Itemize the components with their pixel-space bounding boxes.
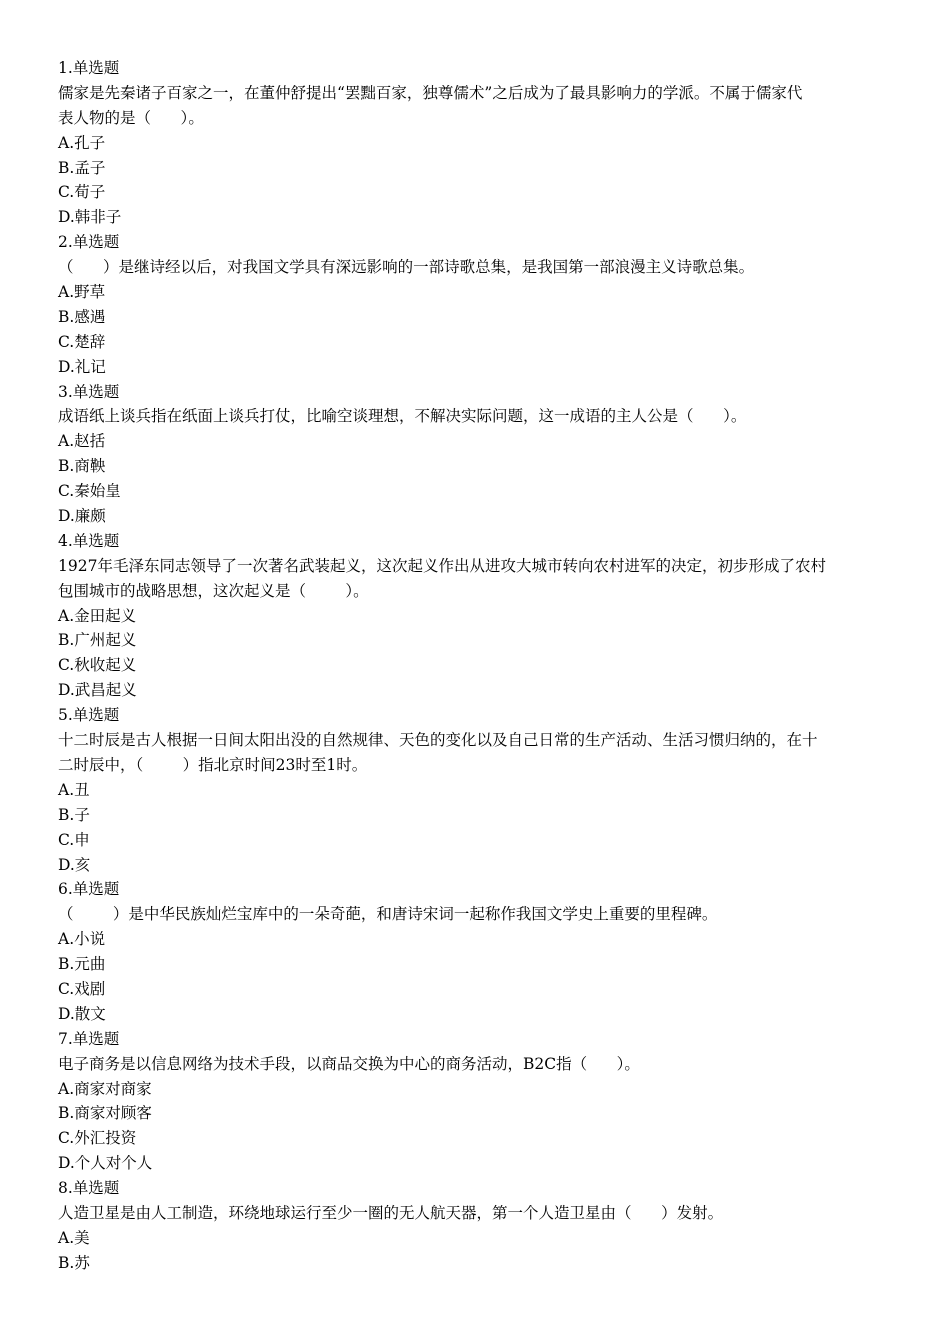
question-text: 儒家是先秦诸子百家之一，在董仲舒提出“罢黜百家，独尊儒术”之后成为了最具影响力的学派。不属于儒家代	[58, 83, 803, 102]
question-text: 十二时辰是古人根据一日间太阳出没的自然规律、天色的变化以及自己日常的生产活动、生活习惯归纳的，在十	[58, 731, 818, 750]
answer-option: D.廉颇	[58, 507, 106, 526]
question-7	[58, 1027, 898, 1176]
question-text: 二时辰中，（ ）指北京时间23时至1时。	[58, 755, 368, 774]
answer-option: C.外汇投资	[58, 1129, 137, 1148]
question-text: 包围城市的战略思想，这次起义是（ ）。	[58, 581, 369, 600]
question-3	[58, 380, 898, 529]
answer-option: D.散文	[58, 1004, 106, 1023]
question-text: （ ）是中华民族灿烂宝库中的一朵奇葩，和唐诗宋词一起称作我国文学史上重要的里程碑。	[58, 905, 718, 924]
answer-option: A.野草	[58, 283, 106, 302]
answer-option: C.秋收起义	[58, 656, 137, 675]
answer-option: C.戏剧	[58, 979, 106, 998]
question-text: 人造卫星是由人工制造，环绕地球运行至少一圈的无人航天器，第一个人造卫星由（ ）发射。	[58, 1203, 724, 1222]
question-6	[58, 877, 898, 1026]
answer-option: C.荀子	[58, 183, 106, 202]
answer-option: B.商鞅	[58, 457, 106, 476]
question-1	[58, 56, 898, 230]
answer-option: B.孟子	[58, 158, 106, 177]
question-header: 7.单选题	[58, 1029, 120, 1048]
question-document	[58, 56, 898, 1276]
answer-option: B.元曲	[58, 955, 106, 974]
answer-option: D.韩非子	[58, 208, 122, 227]
question-text: 表人物的是（ ）。	[58, 108, 204, 127]
answer-option: B.广州起义	[58, 631, 137, 650]
answer-option: D.礼记	[58, 357, 106, 376]
question-8	[58, 1176, 898, 1276]
answer-option: B.苏	[58, 1253, 90, 1272]
answer-option: D.个人对个人	[58, 1154, 153, 1173]
question-text: 1927年毛泽东同志领导了一次著名武装起义，这次起义作出从进攻大城市转向农村进军的决定，初步形成了农村	[58, 556, 826, 575]
question-header: 8.单选题	[58, 1179, 120, 1198]
question-header: 3.单选题	[58, 382, 120, 401]
question-4	[58, 529, 898, 703]
question-header: 1.单选题	[58, 59, 120, 77]
answer-option: A.小说	[58, 930, 106, 949]
answer-option: B.子	[58, 805, 90, 824]
answer-option: A.孔子	[58, 133, 106, 152]
answer-option: C.申	[58, 830, 90, 849]
question-header: 4.单选题	[58, 531, 120, 550]
question-header: 6.单选题	[58, 880, 120, 899]
question-2	[58, 230, 898, 379]
question-header: 2.单选题	[58, 233, 120, 252]
answer-option: D.亥	[58, 855, 91, 874]
question-text: （ ）是继诗经以后，对我国文学具有深远影响的一部诗歌总集，是我国第一部浪漫主义诗歌总集。	[58, 258, 755, 277]
answer-option: B.商家对顾客	[58, 1104, 152, 1123]
answer-option: D.武昌起义	[58, 681, 137, 700]
answer-option: A.美	[58, 1228, 90, 1247]
answer-option: C.秦始皇	[58, 482, 121, 501]
question-5	[58, 703, 898, 877]
answer-option: A.赵括	[58, 432, 106, 451]
answer-option: B.感遇	[58, 307, 106, 326]
answer-option: C.楚辞	[58, 332, 106, 351]
question-text: 电子商务是以信息网络为技术手段，以商品交换为中心的商务活动，B2C指（ ）。	[58, 1054, 640, 1073]
answer-option: A.商家对商家	[58, 1079, 152, 1098]
answer-option: A.金田起义	[58, 606, 137, 625]
question-text: 成语纸上谈兵指在纸面上谈兵打仗，比喻空谈理想，不解决实际问题，这一成语的主人公是（ ）。	[58, 407, 747, 426]
answer-option: A.丑	[58, 780, 90, 799]
question-header: 5.单选题	[58, 706, 120, 725]
